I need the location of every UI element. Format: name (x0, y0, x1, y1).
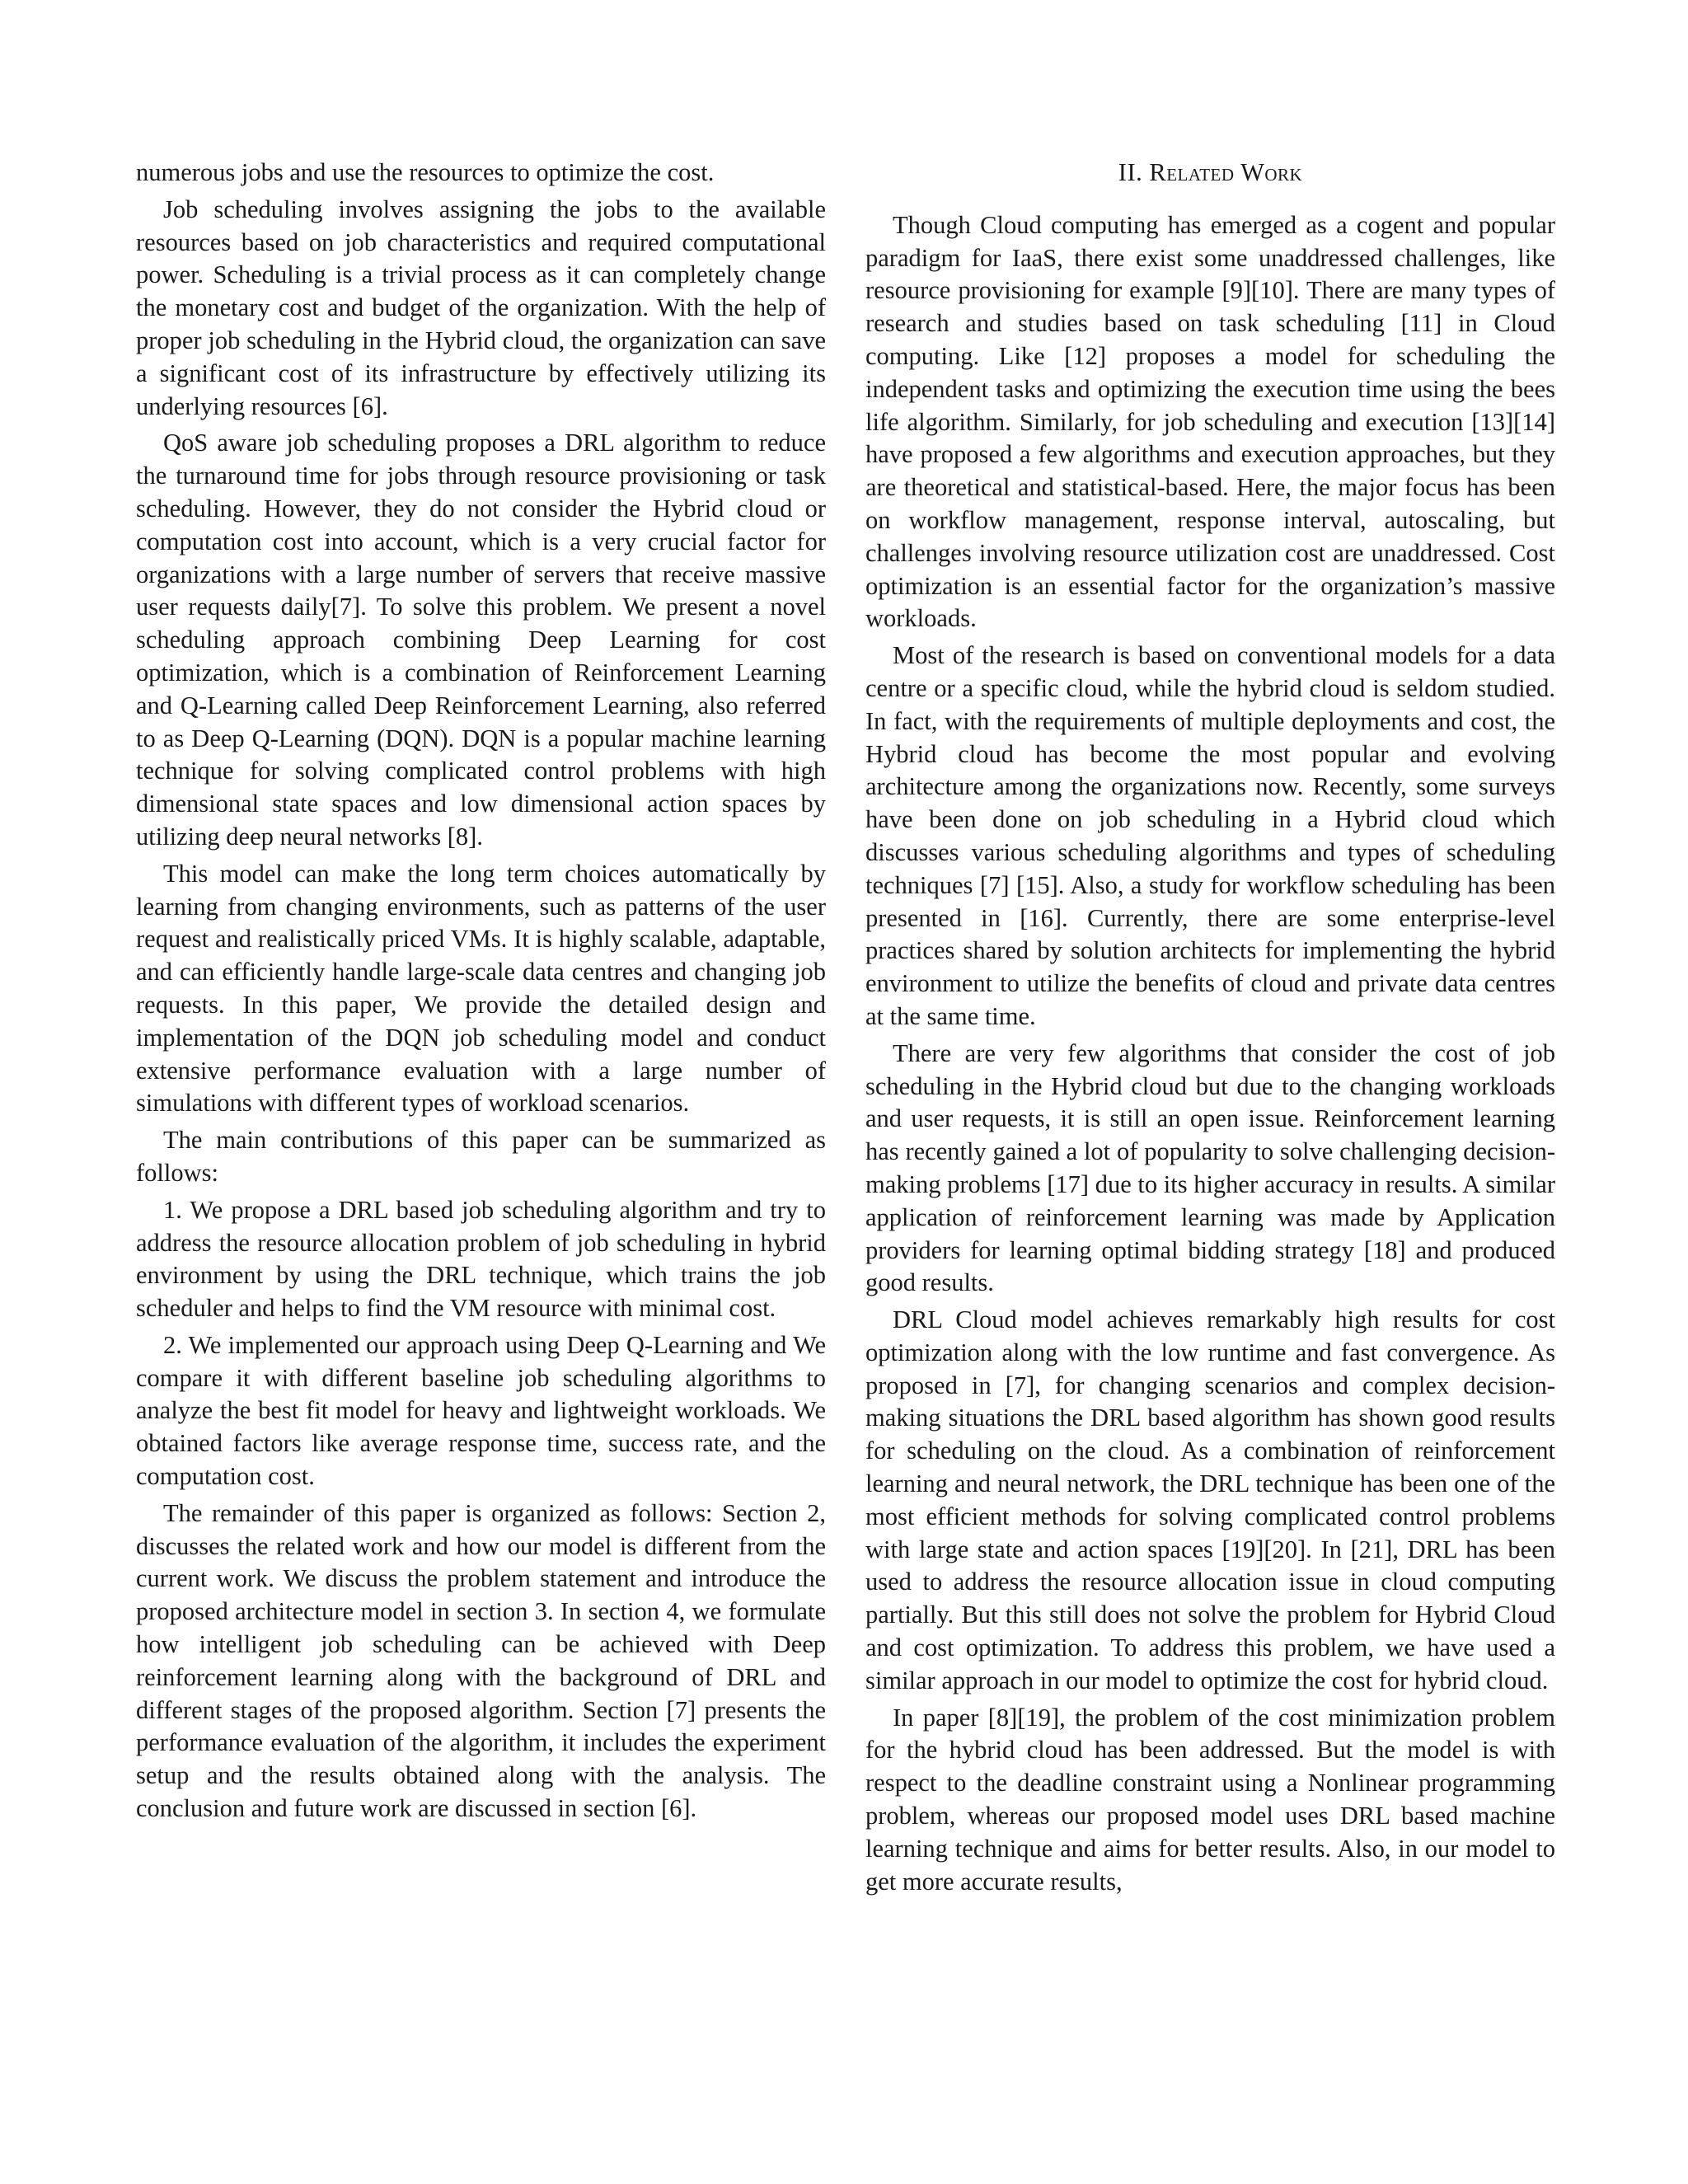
paragraph: Though Cloud computing has emerged as a cogent and popular paradigm for IaaS, there exist some unaddressed challenges, like resource provisioning for example [9][10]. There are many types of research and studies based on task scheduling [11] in Cloud computing. Like [12] proposes a model for scheduling the independent tasks and optimizing the execution time using the bees life algorithm. Similarly, for job scheduling and execution [13][14] have proposed a few algorithms and execution approaches, but they are theoretical and statistical-based. Here, the major focus has been on workflow management, response interval, autoscaling, but challenges involving resource utilization cost are unaddressed. Cost optimization is an essential factor for the organization’s massive workloads. (865, 210, 1555, 633)
paragraph: The main contributions of this paper can be summarized as follows: (136, 1126, 826, 1187)
paragraph: In paper [8][19], the problem of the cost minimization problem for the hybrid cloud has been addressed. But the model is with respect to the deadline constraint using a Nonlinear programming problem, whereas our proposed model uses DRL based machine learning technique and aims for better results. Also, in our model to get more accurate results, (865, 1703, 1555, 1896)
right-column (865, 157, 1555, 1902)
section-number: II. (1118, 158, 1143, 186)
paragraph: DRL Cloud model achieves remarkably high results for cost optimization along with the low runtime and fast convergence. As proposed in [7], for changing scenarios and complex decision-making situations the DRL based algorithm has shown good results for scheduling on the cloud. As a combination of reinforcement learning and neural network, the DRL technique has been one of the most efficient methods for solving complicated control problems with large state and action spaces [19][20]. In [21], DRL has been used to address the resource allocation issue in cloud computing partially. But this still does not solve the problem for Hybrid Cloud and cost optimization. To address this problem, we have used a similar approach in our model to optimize the cost for hybrid cloud. (865, 1305, 1555, 1694)
paragraph: The remainder of this paper is organized as follows: Section 2, discusses the related work and how our model is different from the current work. We discuss the problem statement and introduce the proposed architecture model in section 3. In section 4, we formulate how intelligent job scheduling can be achieved with Deep reinforcement learning along with the background of DRL and different stages of the proposed algorithm. Section [7] presents the performance evaluation of the algorithm, it includes the experiment setup and the results obtained along with the analysis. The conclusion and future work are discussed in section [6]. (136, 1498, 826, 1823)
paragraph: numerous jobs and use the resources to optimize the cost. (136, 158, 715, 186)
section-title: Related Work (1149, 158, 1303, 186)
paragraph: 1. We propose a DRL based job scheduling algorithm and try to address the resource allocation problem of job scheduling in hybrid environment by using the DRL technique, which trains the job scheduler and helps to find the VM resource with minimal cost. (136, 1195, 826, 1323)
left-column (136, 157, 826, 1830)
paragraph: 2. We implemented our approach using Deep Q-Learning and We compare it with different baseline job scheduling algorithms to analyze the best fit model for heavy and lightweight workloads. We obtained factors like average response time, success rate, and the computation cost. (136, 1330, 826, 1491)
paragraph: QoS aware job scheduling proposes a DRL algorithm to reduce the turnaround time for jobs through resource provisioning or task scheduling. However, they do not consider the Hybrid cloud or computation cost into account, which is a very crucial factor for organizations with a large number of servers that receive massive user requests daily[7]. To solve this problem. We present a novel scheduling approach combining Deep Learning for cost optimization, which is a combination of Reinforcement Learning and Q-Learning called Deep Reinforcement Learning, also referred to as Deep Q-Learning (DQN). DQN is a popular machine learning technique for solving complicated control problems with high dimensional state spaces and low dimensional action spaces by utilizing deep neural networks [8]. (136, 429, 826, 851)
paragraph: Most of the research is based on conventional models for a data centre or a specific cloud, while the hybrid cloud is seldom studied. In fact, with the requirements of multiple deployments and cost, the Hybrid cloud has become the most popular and evolving architecture among the organizations now. Recently, some surveys have been done on job scheduling in a Hybrid cloud which discusses various scheduling algorithms and types of scheduling techniques [7] [15]. Also, a study for workflow scheduling has been presented in [16]. Currently, there are some enterprise-level practices shared by solution architects for implementing the hybrid environment to utilize the benefits of cloud and private data centres at the same time. (865, 641, 1555, 1030)
paragraph: Job scheduling involves assigning the jobs to the available resources based on job characteristics and required computational power. Scheduling is a trivial process as it can completely change the monetary cost and budget of the organization. With the help of proper job scheduling in the Hybrid cloud, the organization can save a significant cost of its infrastructure by effectively utilizing its underlying resources [6]. (136, 194, 826, 420)
section-heading (865, 157, 1555, 190)
paragraph: There are very few algorithms that consider the cost of job scheduling in the Hybrid cloud but due to the changing workloads and user requests, it is still an open issue. Reinforcement learning has recently gained a lot of popularity to solve challenging decision-making problems [17] due to its higher accuracy in results. A similar application of reinforcement learning was made by Application providers for learning optimal bidding strategy [18] and produced good results. (865, 1038, 1555, 1297)
paragraph: This model can make the long term choices automatically by learning from changing environments, such as patterns of the user request and realistically priced VMs. It is highly scalable, adaptable, and can efficiently handle large-scale data centres and changing job requests. In this paper, We provide the detailed design and implementation of the DQN job scheduling model and conduct extensive performance evaluation with a large number of simulations with different types of workload scenarios. (136, 859, 826, 1118)
